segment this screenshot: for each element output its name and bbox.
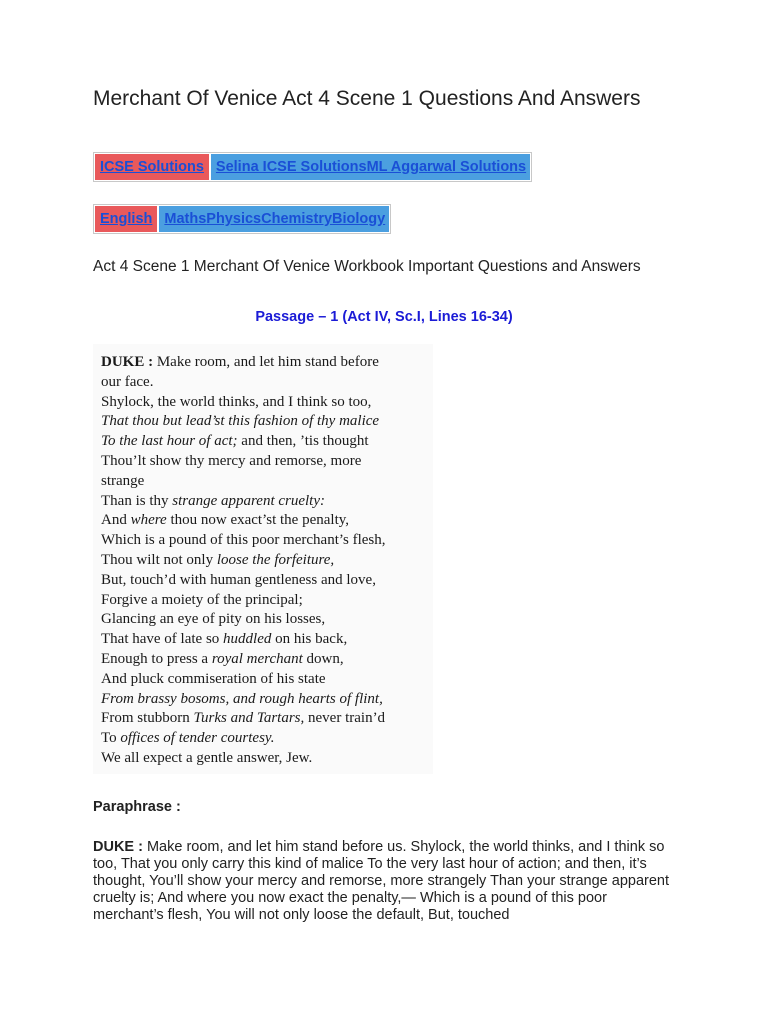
passage-line-italic: From brassy bosoms, and rough hearts of flint, [101,690,383,707]
passage-line-text: and then, ’tis thought [237,433,369,450]
passage-line [101,452,386,472]
passage-line [101,709,386,729]
passage-line [101,373,386,393]
passage-line-italic: To the last hour of act; [101,433,238,450]
passage-line-text2: never train’d [304,710,386,727]
page-subtitle: Act 4 Scene 1 Merchant Of Venice Workbook Important Questions and Answers [93,258,641,275]
nav-link-selina-icse-solutions[interactable]: Selina ICSE Solutions [215,159,367,175]
passage-line-text: And pluck commiseration of his state [101,670,326,687]
passage-line-text: We all expect a gentle answer, Jew. [101,749,313,766]
passage-line-text: strange [101,472,145,489]
passage-line-text2: on his back, [271,631,348,648]
passage-line-italic: Turks and Tartars, [193,710,305,727]
passage-text [101,353,386,769]
passage-line-text: Make room, and let him stand before [153,354,379,370]
passage-line-text: Enough to press a [101,650,212,667]
passage-line-text: our face. [101,373,154,390]
passage-heading: Passage – 1 (Act IV, Sc.I, Lines 16-34) [255,309,513,325]
passage-line-text: From stubborn [101,710,194,727]
page-title: Merchant Of Venice Act 4 Scene 1 Questions And Answers [93,87,641,110]
passage-line-text: Glancing an eye of pity on his losses, [101,611,326,628]
passage-line-text: To [101,730,121,747]
nav-group-subjects [159,206,389,232]
passage-line [101,412,386,432]
nav-link-biology[interactable]: Biology [332,211,386,227]
passage-line-italic: strange apparent cruelty: [172,492,325,509]
passage-line-italic: huddled [223,631,272,648]
paraphrase-label: Paraphrase : [93,799,181,815]
passage-line-italic: royal merchant [211,650,303,667]
nav-link-physics[interactable]: Physics [206,211,262,227]
passage-line-text: Thou’lt show thy mercy and remorse, more [101,452,362,469]
passage-line [101,353,386,373]
passage-line [101,650,386,670]
paraphrase-body [93,839,675,924]
paraphrase-text: Make room, and let him stand before us. Shylock, the world thinks, and I think so too, That you only carry this kind of malice To the very last hour of action; and then, it’s thought, You’ll show your mercy and remorse, more strangely Than your strange apparent cruelty is; And where you now exact the penalty,— Which is a pound of this poor merchant’s flesh, You will not only loose the default, But, touched [93,839,670,923]
passage-line [101,729,386,749]
passage-line-text: But, touch’d with human gentleness and love, [101,571,376,588]
subject-nav-row-2 [93,204,391,234]
nav-link-english[interactable]: English [95,206,157,232]
nav-link-ml-aggarwal-solutions[interactable]: ML Aggarwal Solutions [366,159,527,175]
passage-line-text2: thou now exact’st the penalty, [166,512,350,529]
nav-group-solutions [211,154,530,180]
passage-line [101,492,386,512]
passage-line [101,511,386,531]
passage-line [101,393,386,413]
nav-link-maths[interactable]: Maths [164,211,207,227]
passage-line [101,610,386,630]
passage-line [101,630,386,650]
passage-line-italic: where [130,512,167,529]
nav-link-icse-solutions[interactable]: ICSE Solutions [95,154,209,180]
passage-line-italic: offices of tender courtesy. [120,730,275,747]
passage-line-text: Thou wilt not only [101,551,217,568]
passage-line-text: Shylock, the world thinks, and I think so too, [101,393,372,410]
passage-line [101,670,386,690]
passage-line [101,591,386,611]
passage-line-text: Than is thy [101,492,173,509]
passage-line-text: And [101,512,131,529]
passage-line [101,472,386,492]
passage-line [101,690,386,710]
passage-line [101,551,386,571]
subject-nav-row-1 [93,152,532,182]
passage-line-italic: loose the forfeiture, [216,551,335,568]
passage-line-text: That have of late so [101,631,224,648]
passage-line [101,432,386,452]
paraphrase-speaker: DUKE : [93,839,143,855]
passage-line-speaker: DUKE : [101,354,154,370]
passage-line-text2: down, [302,650,344,667]
passage-line-text: Forgive a moiety of the principal; [101,591,303,608]
passage-line [101,749,386,769]
passage-line-text: Which is a pound of this poor merchant’s flesh, [101,532,386,549]
passage-line [101,571,386,591]
passage-line [101,531,386,551]
passage-line-italic: That thou but lead’st this fashion of thy malice [101,413,380,430]
passage-scan-image [93,344,433,774]
nav-link-chemistry[interactable]: Chemistry [261,211,333,227]
